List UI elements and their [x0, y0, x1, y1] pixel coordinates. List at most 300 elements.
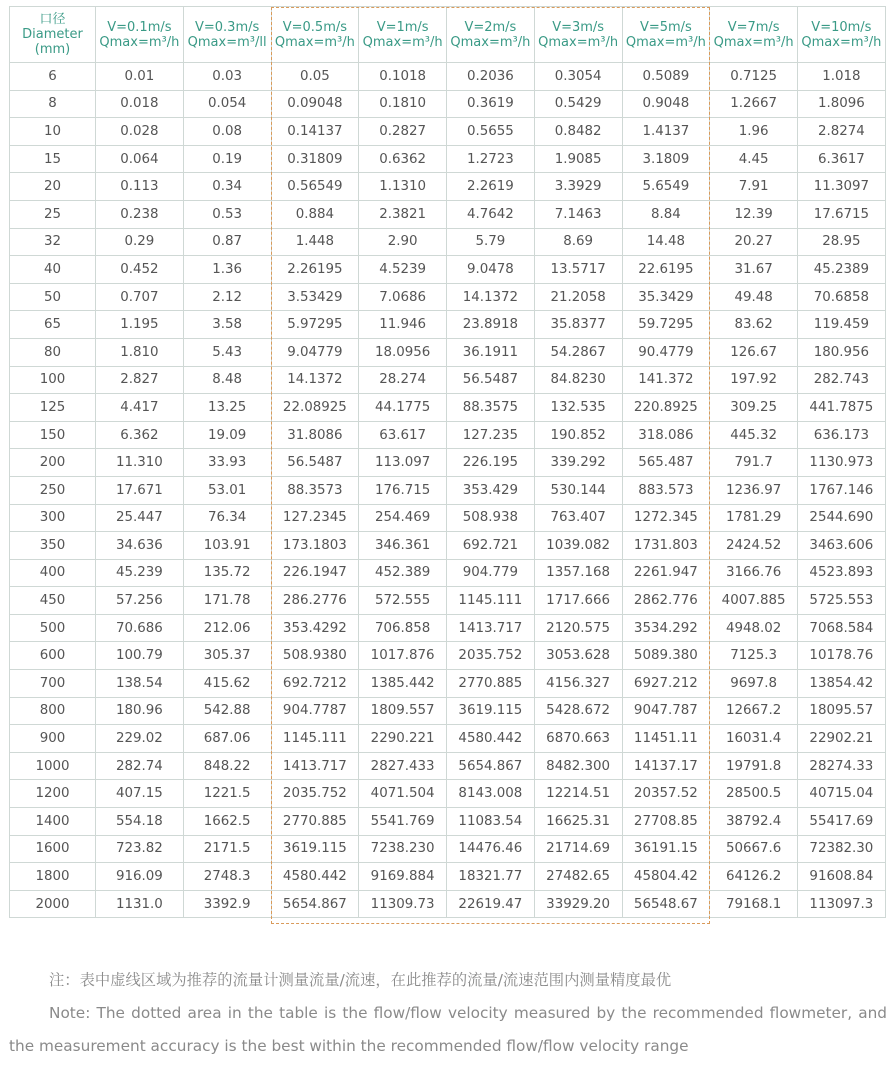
flow-cell: 1413.717 [271, 752, 359, 780]
flow-cell: 2.8274 [798, 118, 886, 146]
flow-cell: 59.7295 [622, 311, 710, 339]
flow-cell: 63.617 [359, 421, 447, 449]
table-row [10, 200, 886, 228]
flow-cell: 0.3054 [534, 63, 622, 91]
header-velocity-9 [798, 7, 886, 63]
flow-cell: 0.452 [96, 256, 184, 284]
flow-cell: 0.56549 [271, 173, 359, 201]
flow-cell: 17.6715 [798, 200, 886, 228]
flow-cell: 22619.47 [447, 890, 535, 918]
flow-cell: 904.7787 [271, 697, 359, 725]
note-chinese: 注：表中虚线区域为推荐的流量计测量流量/流速，在此推荐的流量/流速范围内测量精度最优 [49, 971, 672, 989]
flow-cell: 0.1018 [359, 63, 447, 91]
flow-cell: 4007.885 [710, 587, 798, 615]
flow-cell: 11.310 [96, 449, 184, 477]
flow-cell: 0.08 [183, 118, 271, 146]
flow-cell: 2827.433 [359, 752, 447, 780]
flow-table-container [9, 6, 885, 918]
flow-cell: 1731.803 [622, 532, 710, 560]
diameter-cell: 80 [10, 338, 96, 366]
note-block [9, 964, 887, 1063]
flow-cell: 138.54 [96, 670, 184, 698]
flow-cell: 180.956 [798, 338, 886, 366]
flow-cell: 45804.42 [622, 863, 710, 891]
flow-cell: 126.67 [710, 338, 798, 366]
flow-cell: 916.09 [96, 863, 184, 891]
flow-cell: 13.25 [183, 394, 271, 422]
header-velocity-2 [183, 7, 271, 63]
diameter-cell: 32 [10, 228, 96, 256]
flow-cell: 12.39 [710, 200, 798, 228]
flow-cell: 2424.52 [710, 532, 798, 560]
flow-cell: 8482.300 [534, 752, 622, 780]
table-row [10, 752, 886, 780]
flow-cell: 286.2776 [271, 587, 359, 615]
flow-cell: 12667.2 [710, 697, 798, 725]
flow-cell: 1017.876 [359, 642, 447, 670]
flow-cell: 31.67 [710, 256, 798, 284]
table-row [10, 890, 886, 918]
flow-cell: 0.884 [271, 200, 359, 228]
flow-cell: 6.362 [96, 421, 184, 449]
flow-cell: 8.48 [183, 366, 271, 394]
flow-cell: 6927.212 [622, 670, 710, 698]
flow-cell: 2035.752 [271, 780, 359, 808]
diameter-cell: 350 [10, 532, 96, 560]
table-row [10, 863, 886, 891]
flow-cell: 2544.690 [798, 504, 886, 532]
flow-cell: 2171.5 [183, 835, 271, 863]
flow-cell: 5.79 [447, 228, 535, 256]
flow-cell: 318.086 [622, 421, 710, 449]
table-row [10, 697, 886, 725]
flow-cell: 33.93 [183, 449, 271, 477]
flow-cell: 79168.1 [710, 890, 798, 918]
flow-cell: 28500.5 [710, 780, 798, 808]
flow-cell: 1236.97 [710, 476, 798, 504]
flow-cell: 56548.67 [622, 890, 710, 918]
flow-cell: 54.2867 [534, 338, 622, 366]
header-line: V=1m/s [376, 19, 429, 35]
flow-cell: 415.62 [183, 670, 271, 698]
flow-cell: 55417.69 [798, 808, 886, 836]
diameter-cell: 700 [10, 670, 96, 698]
flow-cell: 3619.115 [447, 697, 535, 725]
flow-cell: 0.34 [183, 173, 271, 201]
flow-cell: 27482.65 [534, 863, 622, 891]
flow-cell: 1145.111 [447, 587, 535, 615]
flow-cell: 0.707 [96, 283, 184, 311]
flow-cell: 4156.327 [534, 670, 622, 698]
flow-cell: 0.6362 [359, 145, 447, 173]
flow-cell: 44.1775 [359, 394, 447, 422]
flow-cell: 5.43 [183, 338, 271, 366]
diameter-cell: 250 [10, 476, 96, 504]
flow-cell: 53.01 [183, 476, 271, 504]
flow-cell: 9697.8 [710, 670, 798, 698]
header-line: Qmax=m³/h [801, 34, 882, 50]
flow-cell: 3.3929 [534, 173, 622, 201]
table-row [10, 228, 886, 256]
table-row [10, 449, 886, 477]
flow-cell: 10178.76 [798, 642, 886, 670]
header-line: V=0.5m/s [282, 19, 348, 35]
flow-cell: 84.8230 [534, 366, 622, 394]
flow-cell: 1.195 [96, 311, 184, 339]
flow-cell: 1662.5 [183, 808, 271, 836]
diameter-cell: 150 [10, 421, 96, 449]
header-line: Qmax=m³/h [450, 34, 531, 50]
flow-cell: 113.097 [359, 449, 447, 477]
diameter-cell: 125 [10, 394, 96, 422]
diameter-cell: 300 [10, 504, 96, 532]
flow-cell: 5.6549 [622, 173, 710, 201]
flow-cell: 14.1372 [271, 366, 359, 394]
flow-cell: 103.91 [183, 532, 271, 560]
flow-cell: 90.4779 [622, 338, 710, 366]
flow-cell: 572.555 [359, 587, 447, 615]
table-row [10, 476, 886, 504]
flow-cell: 530.144 [534, 476, 622, 504]
table-row [10, 145, 886, 173]
flow-cell: 9.0478 [447, 256, 535, 284]
flow-cell: 1.36 [183, 256, 271, 284]
flow-cell: 5.97295 [271, 311, 359, 339]
flow-cell: 5089.380 [622, 642, 710, 670]
flow-cell: 0.53 [183, 200, 271, 228]
flow-cell: 0.05 [271, 63, 359, 91]
header-line: Qmax=m³/h [274, 34, 355, 50]
flow-cell: 7068.584 [798, 614, 886, 642]
flow-cell: 176.715 [359, 476, 447, 504]
flow-cell: 282.743 [798, 366, 886, 394]
flow-cell: 2770.885 [271, 808, 359, 836]
flow-cell: 127.235 [447, 421, 535, 449]
flow-cell: 8143.008 [447, 780, 535, 808]
flow-cell: 1221.5 [183, 780, 271, 808]
header-velocity-1 [96, 7, 184, 63]
header-velocity-3 [271, 7, 359, 63]
header-line: Qmax=m³/h [625, 34, 706, 50]
flow-cell: 763.407 [534, 504, 622, 532]
flow-cell: 18.0956 [359, 338, 447, 366]
flow-cell: 19791.8 [710, 752, 798, 780]
flow-cell: 5428.672 [534, 697, 622, 725]
flow-cell: 14476.46 [447, 835, 535, 863]
diameter-cell: 2000 [10, 890, 96, 918]
flow-cell: 353.429 [447, 476, 535, 504]
header-velocity-8 [710, 7, 798, 63]
flow-cell: 791.7 [710, 449, 798, 477]
header-line: V=7m/s [727, 19, 780, 35]
flow-cell: 9169.884 [359, 863, 447, 891]
flow-cell: 7.0686 [359, 283, 447, 311]
table-row [10, 63, 886, 91]
header-velocity-5 [447, 7, 535, 63]
flow-cell: 38792.4 [710, 808, 798, 836]
flow-cell: 22.6195 [622, 256, 710, 284]
header-diameter [10, 7, 96, 63]
flow-cell: 692.7212 [271, 670, 359, 698]
flow-cell: 3166.76 [710, 559, 798, 587]
flow-cell: 1767.146 [798, 476, 886, 504]
flow-cell: 554.18 [96, 808, 184, 836]
flow-cell: 3.1809 [622, 145, 710, 173]
header-line: Qmax=m³/h [538, 34, 619, 50]
flow-cell: 36.1911 [447, 338, 535, 366]
header-line: V=3m/s [552, 19, 605, 35]
flow-cell: 27708.85 [622, 808, 710, 836]
header-line: Qmax=m³/h [99, 34, 180, 50]
flow-cell: 31.8086 [271, 421, 359, 449]
flow-cell: 135.72 [183, 559, 271, 587]
diameter-cell: 500 [10, 614, 96, 642]
flow-cell: 18095.57 [798, 697, 886, 725]
flow-cell: 5725.553 [798, 587, 886, 615]
flow-cell: 45.239 [96, 559, 184, 587]
flow-cell: 636.173 [798, 421, 886, 449]
flow-cell: 2.2619 [447, 173, 535, 201]
flow-cell: 2.3821 [359, 200, 447, 228]
flow-cell: 16031.4 [710, 725, 798, 753]
flow-cell: 70.686 [96, 614, 184, 642]
flow-cell: 2035.752 [447, 642, 535, 670]
flow-cell: 6.3617 [798, 145, 886, 173]
flow-cell: 346.361 [359, 532, 447, 560]
header-line: Qmax=m³/ll [187, 34, 267, 50]
flow-cell: 0.01 [96, 63, 184, 91]
flow-cell: 5541.769 [359, 808, 447, 836]
flow-cell: 5654.867 [447, 752, 535, 780]
flow-cell: 0.1810 [359, 90, 447, 118]
flow-cell: 2261.947 [622, 559, 710, 587]
flow-cell: 0.5429 [534, 90, 622, 118]
flow-cell: 904.779 [447, 559, 535, 587]
flow-cell: 22.08925 [271, 394, 359, 422]
header-velocity-6 [534, 7, 622, 63]
flow-cell: 13854.42 [798, 670, 886, 698]
flow-cell: 0.09048 [271, 90, 359, 118]
flow-cell: 100.79 [96, 642, 184, 670]
flow-cell: 12214.51 [534, 780, 622, 808]
flow-cell: 3463.606 [798, 532, 886, 560]
table-row [10, 256, 886, 284]
flow-cell: 6870.663 [534, 725, 622, 753]
flow-cell: 4.5239 [359, 256, 447, 284]
flow-cell: 883.573 [622, 476, 710, 504]
flow-cell: 88.3573 [271, 476, 359, 504]
flow-cell: 2290.221 [359, 725, 447, 753]
table-row [10, 780, 886, 808]
flow-cell: 229.02 [96, 725, 184, 753]
flow-cell: 0.19 [183, 145, 271, 173]
flow-cell: 1130.973 [798, 449, 886, 477]
header-row [10, 7, 886, 63]
flow-cell: 220.8925 [622, 394, 710, 422]
flow-cell: 28.274 [359, 366, 447, 394]
flow-cell: 2862.776 [622, 587, 710, 615]
flow-cell: 25.447 [96, 504, 184, 532]
flow-cell: 7125.3 [710, 642, 798, 670]
flow-cell: 1.4137 [622, 118, 710, 146]
flow-cell: 9047.787 [622, 697, 710, 725]
flow-cell: 407.15 [96, 780, 184, 808]
flow-cell: 16625.31 [534, 808, 622, 836]
header-line: V=2m/s [464, 19, 517, 35]
flow-cell: 91608.84 [798, 863, 886, 891]
flow-cell: 13.5717 [534, 256, 622, 284]
flow-cell: 1145.111 [271, 725, 359, 753]
header-line: V=5m/s [639, 19, 692, 35]
flow-cell: 353.4292 [271, 614, 359, 642]
flow-cell: 35.8377 [534, 311, 622, 339]
flow-cell: 132.535 [534, 394, 622, 422]
diameter-cell: 400 [10, 559, 96, 587]
flow-cell: 1.2667 [710, 90, 798, 118]
flow-cell: 0.3619 [447, 90, 535, 118]
diameter-cell: 15 [10, 145, 96, 173]
flow-cell: 1385.442 [359, 670, 447, 698]
flow-cell: 1.8096 [798, 90, 886, 118]
flow-cell: 76.34 [183, 504, 271, 532]
table-row [10, 532, 886, 560]
flow-cell: 305.37 [183, 642, 271, 670]
flow-cell: 57.256 [96, 587, 184, 615]
flow-cell: 212.06 [183, 614, 271, 642]
flow-cell: 1.9085 [534, 145, 622, 173]
table-row [10, 835, 886, 863]
flow-cell: 0.5655 [447, 118, 535, 146]
header-velocity-7 [622, 7, 710, 63]
table-row [10, 670, 886, 698]
flow-cell: 34.636 [96, 532, 184, 560]
flow-cell: 1272.345 [622, 504, 710, 532]
table-row [10, 338, 886, 366]
flow-cell: 127.2345 [271, 504, 359, 532]
flow-cell: 848.22 [183, 752, 271, 780]
diameter-cell: 50 [10, 283, 96, 311]
diameter-cell: 600 [10, 642, 96, 670]
flow-cell: 692.721 [447, 532, 535, 560]
flow-cell: 309.25 [710, 394, 798, 422]
flow-cell: 1.448 [271, 228, 359, 256]
flow-cell: 1039.082 [534, 532, 622, 560]
flow-cell: 1781.29 [710, 504, 798, 532]
flow-cell: 0.054 [183, 90, 271, 118]
header-line: V=0.3m/s [194, 19, 260, 35]
flow-cell: 542.88 [183, 697, 271, 725]
flow-cell: 3534.292 [622, 614, 710, 642]
header-line: 口径 [39, 12, 66, 27]
flow-cell: 36191.15 [622, 835, 710, 863]
flow-cell: 8.69 [534, 228, 622, 256]
flow-cell: 1.810 [96, 338, 184, 366]
flow-cell: 0.2036 [447, 63, 535, 91]
flow-cell: 0.5089 [622, 63, 710, 91]
flow-cell: 723.82 [96, 835, 184, 863]
flow-cell: 173.1803 [271, 532, 359, 560]
diameter-cell: 6 [10, 63, 96, 91]
header-line: Qmax=m³/h [362, 34, 443, 50]
flow-cell: 4.417 [96, 394, 184, 422]
flow-cell: 5654.867 [271, 890, 359, 918]
flow-cell: 11451.11 [622, 725, 710, 753]
flow-cell: 180.96 [96, 697, 184, 725]
flow-cell: 20357.52 [622, 780, 710, 808]
flow-cell: 452.389 [359, 559, 447, 587]
flow-cell: 22902.21 [798, 725, 886, 753]
flow-cell: 2120.575 [534, 614, 622, 642]
flow-cell: 1.1310 [359, 173, 447, 201]
flow-cell: 141.372 [622, 366, 710, 394]
flow-cell: 17.671 [96, 476, 184, 504]
flow-cell: 64126.2 [710, 863, 798, 891]
flow-cell: 1717.666 [534, 587, 622, 615]
flow-cell: 0.238 [96, 200, 184, 228]
diameter-cell: 100 [10, 366, 96, 394]
flow-cell: 0.018 [96, 90, 184, 118]
flow-cell: 11309.73 [359, 890, 447, 918]
flow-cell: 21714.69 [534, 835, 622, 863]
table-row [10, 90, 886, 118]
diameter-cell: 8 [10, 90, 96, 118]
flow-cell: 3619.115 [271, 835, 359, 863]
flow-cell: 2770.885 [447, 670, 535, 698]
flow-cell: 14.48 [622, 228, 710, 256]
diameter-cell: 900 [10, 725, 96, 753]
flow-cell: 56.5487 [447, 366, 535, 394]
flow-cell: 1.96 [710, 118, 798, 146]
flow-cell: 226.195 [447, 449, 535, 477]
flow-cell: 445.32 [710, 421, 798, 449]
flow-cell: 83.62 [710, 311, 798, 339]
flow-cell: 14137.17 [622, 752, 710, 780]
flow-cell: 687.06 [183, 725, 271, 753]
flow-cell: 14.1372 [447, 283, 535, 311]
table-row [10, 614, 886, 642]
table-row [10, 559, 886, 587]
flow-cell: 1.018 [798, 63, 886, 91]
diameter-cell: 450 [10, 587, 96, 615]
flow-cell: 8.84 [622, 200, 710, 228]
diameter-cell: 10 [10, 118, 96, 146]
flow-cell: 282.74 [96, 752, 184, 780]
header-velocity-4 [359, 7, 447, 63]
diameter-cell: 65 [10, 311, 96, 339]
flow-cell: 2748.3 [183, 863, 271, 891]
flow-cell: 7238.230 [359, 835, 447, 863]
flow-cell: 0.7125 [710, 63, 798, 91]
table-row [10, 394, 886, 422]
header-line: Qmax=m³/h [713, 34, 794, 50]
flow-cell: 3392.9 [183, 890, 271, 918]
flow-cell: 72382.30 [798, 835, 886, 863]
flow-cell: 2.90 [359, 228, 447, 256]
table-header [10, 7, 886, 63]
flow-cell: 35.3429 [622, 283, 710, 311]
table-row [10, 311, 886, 339]
flow-cell: 20.27 [710, 228, 798, 256]
flow-cell: 0.2827 [359, 118, 447, 146]
flow-cell: 28274.33 [798, 752, 886, 780]
flow-cell: 9.04779 [271, 338, 359, 366]
flow-cell: 0.9048 [622, 90, 710, 118]
flow-cell: 45.2389 [798, 256, 886, 284]
flow-cell: 1131.0 [96, 890, 184, 918]
diameter-cell: 20 [10, 173, 96, 201]
table-row [10, 808, 886, 836]
diameter-cell: 1800 [10, 863, 96, 891]
